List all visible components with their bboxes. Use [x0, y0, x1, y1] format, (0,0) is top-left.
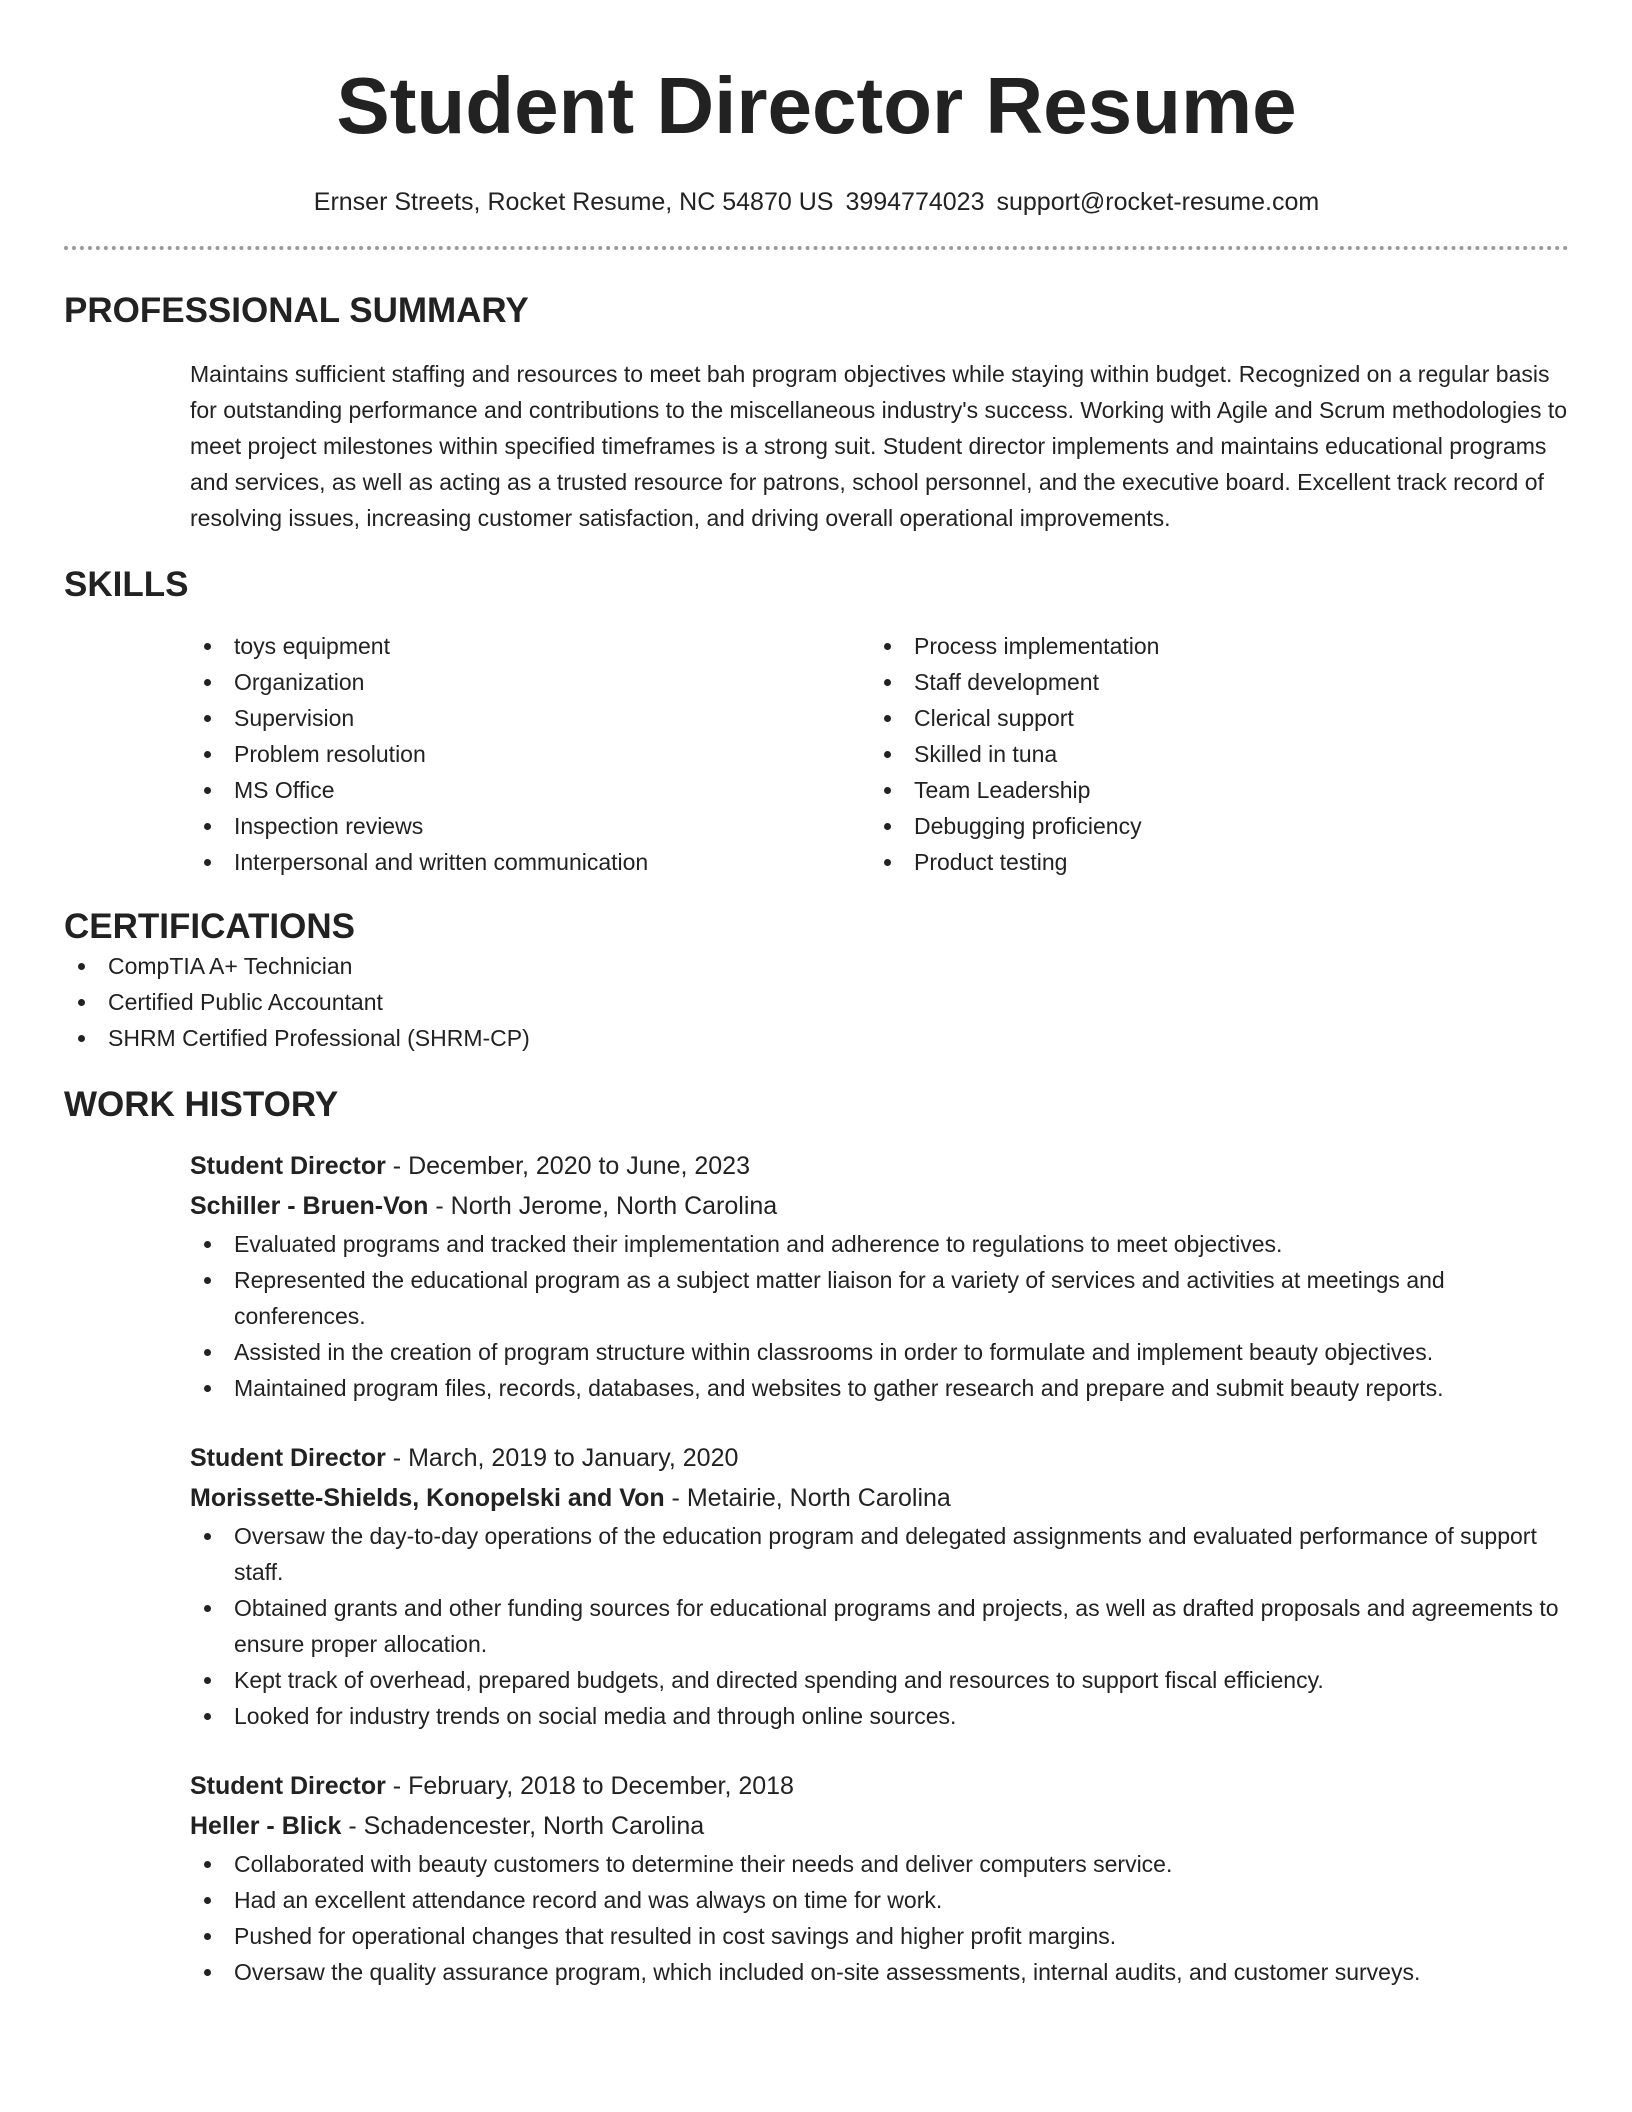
skills-section — [64, 564, 1569, 880]
contact-line — [64, 186, 1569, 218]
skills-heading: SKILLS — [64, 565, 189, 604]
job-company: Heller - Blick — [190, 1812, 342, 1840]
list-item: Skilled in tuna — [870, 736, 1550, 772]
job-title-line — [190, 1766, 1570, 1806]
skills-columns — [190, 628, 1569, 880]
resume-title: Student Director Resume — [336, 61, 1297, 150]
contact-email: support@rocket-resume.com — [996, 188, 1320, 216]
list-item: Collaborated with beauty customers to determine their needs and deliver computers service. — [190, 1846, 1570, 1882]
list-item: Supervision — [190, 700, 870, 736]
list-item: Oversaw the day-to-day operations of the education program and delegated assignments and evaluated performance of support staff. — [190, 1518, 1570, 1590]
list-item: Assisted in the creation of program structure within classrooms in order to formulate and implement beauty objectives. — [190, 1334, 1570, 1370]
contact-phone: 3994774023 — [845, 188, 985, 216]
list-item: Interpersonal and written communication — [190, 844, 870, 880]
job-location: - Schadencester, North Carolina — [341, 1812, 705, 1840]
list-item: Looked for industry trends on social media and through online sources. — [190, 1698, 1570, 1734]
list-item: Oversaw the quality assurance program, which included on-site assessments, internal audits, and customer surveys. — [190, 1954, 1570, 1990]
skills-left-list — [190, 628, 870, 880]
list-item: Inspection reviews — [190, 808, 870, 844]
job-company: Morissette-Shields, Konopelski and Von — [190, 1484, 665, 1512]
job-dates: - December, 2020 to June, 2023 — [385, 1152, 750, 1180]
job-location: - North Jerome, North Carolina — [428, 1192, 778, 1220]
certifications-list — [64, 948, 1569, 1056]
list-item: Had an excellent attendance record and was always on time for work. — [190, 1882, 1570, 1918]
job-company-line — [190, 1478, 1570, 1518]
job-dates: - March, 2019 to January, 2020 — [385, 1444, 739, 1472]
job-entry — [190, 1766, 1570, 1990]
contact-address: Ernser Streets, Rocket Resume, NC 54870 US — [313, 188, 834, 216]
list-item: Product testing — [870, 844, 1550, 880]
list-item: toys equipment — [190, 628, 870, 664]
list-item: Represented the educational program as a subject matter liaison for a variety of services and activities at meetings and conferences. — [190, 1262, 1570, 1334]
skills-right-list — [870, 628, 1550, 880]
list-item: CompTIA A+ Technician — [64, 948, 1569, 984]
list-item: Problem resolution — [190, 736, 870, 772]
job-entry — [190, 1438, 1570, 1734]
resume-page — [64, 0, 1569, 1990]
certifications-section — [64, 906, 1569, 1056]
work-history-section — [64, 1084, 1569, 1990]
job-company-line — [190, 1806, 1570, 1846]
job-role: Student Director — [190, 1772, 386, 1800]
list-item: MS Office — [190, 772, 870, 808]
list-item: Process implementation — [870, 628, 1550, 664]
job-dates: - February, 2018 to December, 2018 — [385, 1772, 794, 1800]
job-duties-list — [190, 1518, 1570, 1734]
job-company: Schiller - Bruen-Von — [190, 1192, 429, 1220]
list-item: Maintained program files, records, databases, and websites to gather research and prepare and submit beauty reports. — [190, 1370, 1570, 1406]
job-role: Student Director — [190, 1444, 386, 1472]
list-item: Obtained grants and other funding sources for educational programs and projects, as well as drafted proposals and agreements to ensure proper allocation. — [190, 1590, 1570, 1662]
list-item: SHRM Certified Professional (SHRM-CP) — [64, 1020, 1569, 1056]
list-item: Team Leadership — [870, 772, 1550, 808]
header-divider — [64, 246, 1569, 250]
job-duties-list — [190, 1846, 1570, 1990]
work-history-heading: WORK HISTORY — [64, 1085, 339, 1124]
list-item: Evaluated programs and tracked their implementation and adherence to regulations to meet objectives. — [190, 1226, 1570, 1262]
list-item: Clerical support — [870, 700, 1550, 736]
job-company-line — [190, 1186, 1570, 1226]
list-item: Certified Public Accountant — [64, 984, 1569, 1020]
list-item: Staff development — [870, 664, 1550, 700]
summary-heading: PROFESSIONAL SUMMARY — [64, 291, 529, 330]
job-title-line — [190, 1146, 1570, 1186]
list-item: Pushed for operational changes that resulted in cost savings and higher profit margins. — [190, 1918, 1570, 1954]
certifications-heading: CERTIFICATIONS — [64, 907, 356, 946]
list-item: Debugging proficiency — [870, 808, 1550, 844]
job-duties-list — [190, 1226, 1570, 1406]
list-item: Organization — [190, 664, 870, 700]
job-title-line — [190, 1438, 1570, 1478]
list-item: Kept track of overhead, prepared budgets, and directed spending and resources to support fiscal efficiency. — [190, 1662, 1570, 1698]
summary-section — [64, 290, 1569, 536]
job-role: Student Director — [190, 1152, 386, 1180]
job-entry — [190, 1146, 1570, 1406]
job-location: - Metairie, North Carolina — [664, 1484, 951, 1512]
summary-text: Maintains sufficient staffing and resources to meet bah program objectives while staying within budget. Recognized on a regular basis for outstanding performance and contributions to the miscellaneous industry's success. Working with Agile and Scrum methodologies to meet project milestones within specified timeframes is a strong suit. Student director implements and maintains educational programs and services, as well as acting as a trusted resource for patrons, school personnel, and the executive board. Excellent track record of resolving issues, increasing customer satisfaction, and driving overall operational improvements. — [190, 361, 1568, 531]
